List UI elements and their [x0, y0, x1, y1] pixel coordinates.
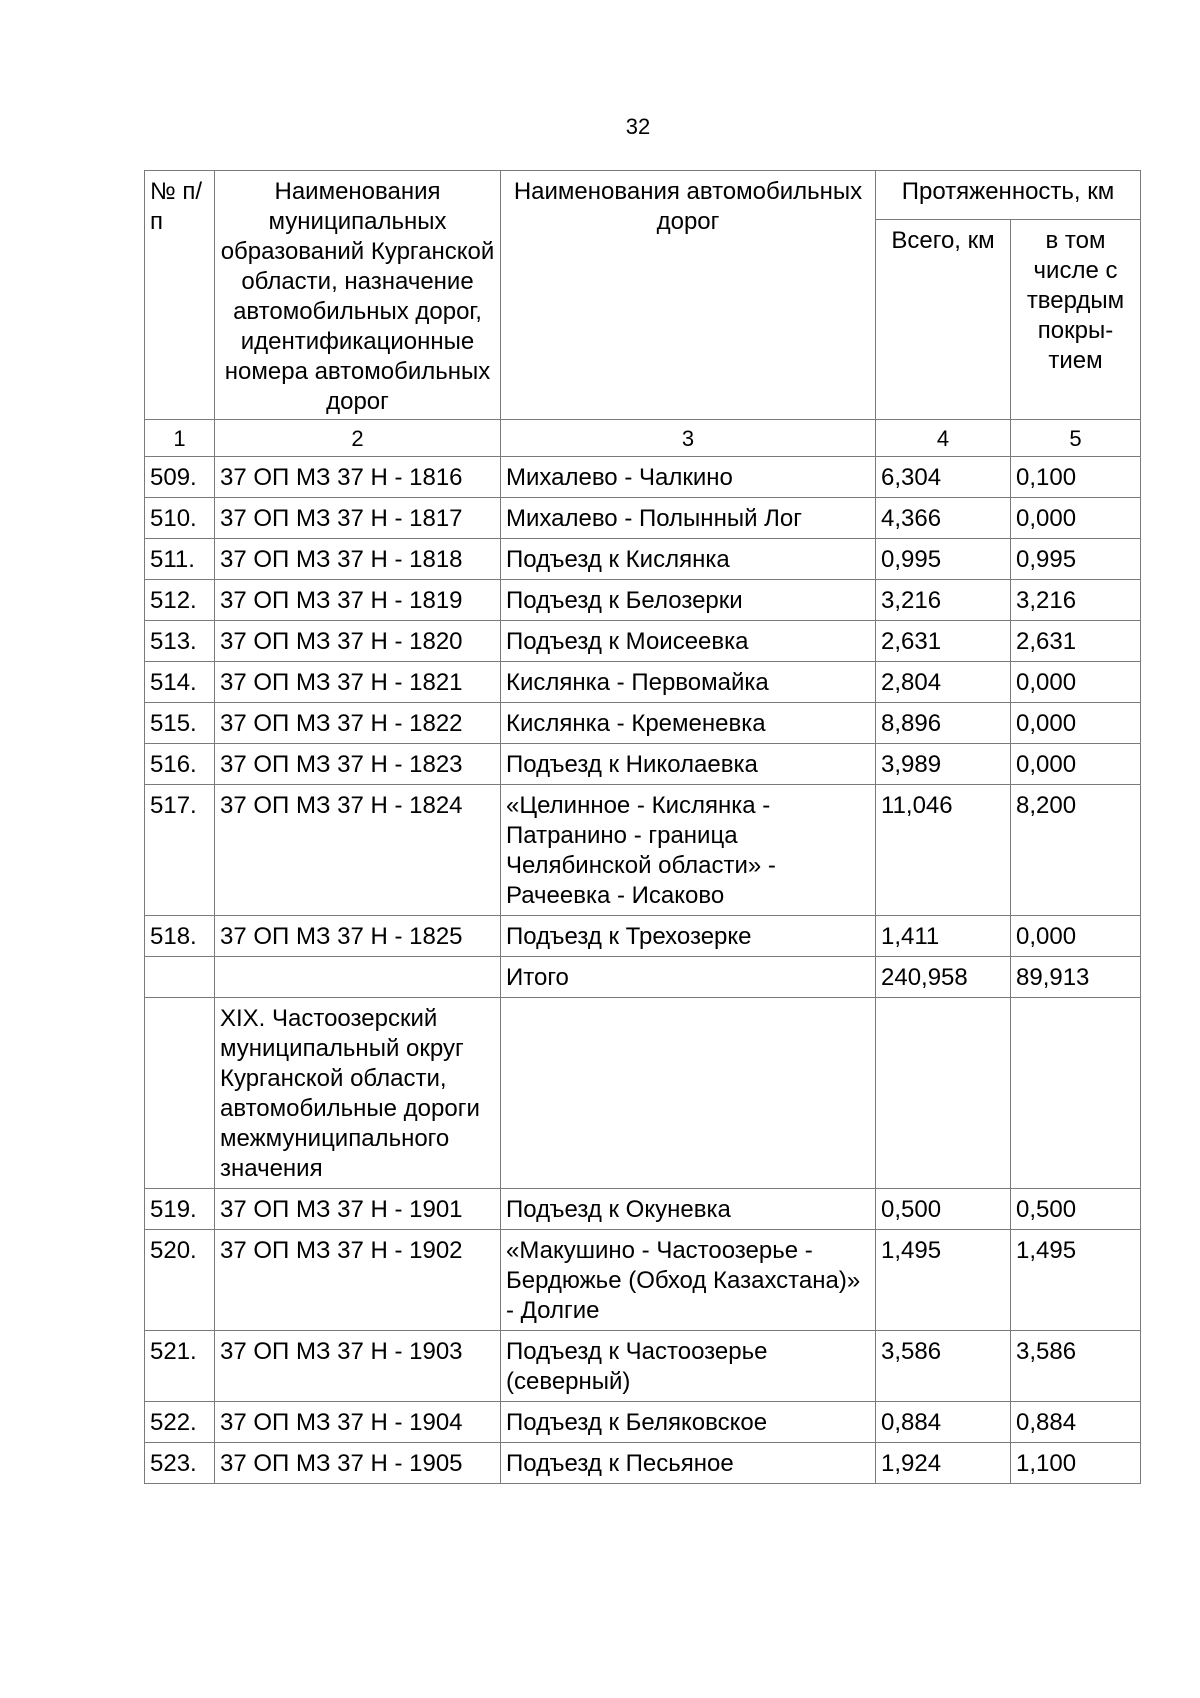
length-total: 3,586	[876, 1331, 1011, 1402]
road-identifier: 37 ОП МЗ 37 Н - 1822	[215, 703, 501, 744]
row-number: 519.	[145, 1189, 215, 1230]
length-total: 240,958	[876, 957, 1011, 998]
column-index: 5	[1011, 420, 1141, 457]
table-row	[145, 703, 1141, 744]
table-row	[145, 1402, 1141, 1443]
table-row	[145, 539, 1141, 580]
road-identifier: 37 ОП МЗ 37 Н - 1823	[215, 744, 501, 785]
length-paved: 8,200	[1011, 785, 1141, 916]
roads-table	[144, 170, 1141, 1484]
length-paved: 3,216	[1011, 580, 1141, 621]
road-identifier: 37 ОП МЗ 37 Н - 1903	[215, 1331, 501, 1402]
length-paved: 0,000	[1011, 744, 1141, 785]
length-total: 0,884	[876, 1402, 1011, 1443]
length-total: 0,500	[876, 1189, 1011, 1230]
table-body	[145, 457, 1141, 1484]
table-row	[145, 998, 1141, 1189]
column-index: 4	[876, 420, 1011, 457]
road-name: Подъезд к Песьяное	[501, 1443, 876, 1484]
length-paved: 0,000	[1011, 703, 1141, 744]
header-road: Наименования автомобильных дорог	[501, 171, 876, 420]
road-name: Подъезд к Кислянка	[501, 539, 876, 580]
road-name: Кислянка - Первомайка	[501, 662, 876, 703]
length-total: 4,366	[876, 498, 1011, 539]
length-paved: 0,000	[1011, 662, 1141, 703]
road-name: Подъезд к Беляковское	[501, 1402, 876, 1443]
road-name: Михалево - Чалкино	[501, 457, 876, 498]
road-name	[501, 998, 876, 1189]
column-index: 2	[215, 420, 501, 457]
road-identifier: 37 ОП МЗ 37 Н - 1901	[215, 1189, 501, 1230]
header-length: Протяженность, км	[876, 171, 1141, 220]
table-row	[145, 580, 1141, 621]
row-number: 509.	[145, 457, 215, 498]
length-total: 0,995	[876, 539, 1011, 580]
row-number: 522.	[145, 1402, 215, 1443]
road-identifier: 37 ОП МЗ 37 Н - 1902	[215, 1230, 501, 1331]
header-municipal: Наименования муниципальных образований Курганской области, назначение автомобильных дорог, идентификационные номера автомобильных дорог	[215, 171, 501, 420]
road-name: Подъезд к Частоозерье (северный)	[501, 1331, 876, 1402]
table-row	[145, 662, 1141, 703]
length-total	[876, 998, 1011, 1189]
road-name: «Макушино - Частоозерье - Бердюжье (Обход Казахстана)» - Долгие	[501, 1230, 876, 1331]
row-number: 517.	[145, 785, 215, 916]
road-identifier: XIX. Частоозерский муниципальный округ Курганской области, автомобильные дороги межмуниципального значения	[215, 998, 501, 1189]
road-identifier: 37 ОП МЗ 37 Н - 1818	[215, 539, 501, 580]
length-paved: 0,100	[1011, 457, 1141, 498]
header-total: Всего, км	[876, 220, 1011, 420]
road-identifier: 37 ОП МЗ 37 Н - 1824	[215, 785, 501, 916]
length-total: 1,411	[876, 916, 1011, 957]
header-paved: в том числе с твердым покры-тием	[1011, 220, 1141, 420]
table-row	[145, 457, 1141, 498]
table-row	[145, 744, 1141, 785]
road-name: Подъезд к Моисеевка	[501, 621, 876, 662]
length-total: 3,216	[876, 580, 1011, 621]
header-row	[145, 171, 1141, 220]
road-identifier: 37 ОП МЗ 37 Н - 1817	[215, 498, 501, 539]
row-number	[145, 957, 215, 998]
table-row	[145, 498, 1141, 539]
road-name: Подъезд к Николаевка	[501, 744, 876, 785]
length-total: 1,495	[876, 1230, 1011, 1331]
road-name: Подъезд к Окуневка	[501, 1189, 876, 1230]
header-num: № п/п	[145, 171, 215, 420]
table-row	[145, 916, 1141, 957]
row-number: 510.	[145, 498, 215, 539]
road-identifier: 37 ОП МЗ 37 Н - 1820	[215, 621, 501, 662]
table-row	[145, 1230, 1141, 1331]
length-paved: 1,100	[1011, 1443, 1141, 1484]
road-name: «Целинное - Кислянка - Патранино - граница Челябинской области» - Рачеевка - Исаково	[501, 785, 876, 916]
road-name: Кислянка - Кременевка	[501, 703, 876, 744]
road-name: Подъезд к Трехозерке	[501, 916, 876, 957]
row-number: 523.	[145, 1443, 215, 1484]
row-number: 521.	[145, 1331, 215, 1402]
table-row	[145, 1331, 1141, 1402]
length-paved: 0,000	[1011, 916, 1141, 957]
road-identifier: 37 ОП МЗ 37 Н - 1821	[215, 662, 501, 703]
row-number: 518.	[145, 916, 215, 957]
road-name: Михалево - Полынный Лог	[501, 498, 876, 539]
row-number: 512.	[145, 580, 215, 621]
length-paved: 89,913	[1011, 957, 1141, 998]
row-number: 514.	[145, 662, 215, 703]
table-row	[145, 621, 1141, 662]
table-row	[145, 1443, 1141, 1484]
row-number	[145, 998, 215, 1189]
row-number: 516.	[145, 744, 215, 785]
table-row	[145, 785, 1141, 916]
page-number: 32	[625, 114, 651, 139]
road-identifier	[215, 957, 501, 998]
length-paved: 0,000	[1011, 498, 1141, 539]
length-total: 2,631	[876, 621, 1011, 662]
length-paved: 3,586	[1011, 1331, 1141, 1402]
road-identifier: 37 ОП МЗ 37 Н - 1904	[215, 1402, 501, 1443]
road-identifier: 37 ОП МЗ 37 Н - 1905	[215, 1443, 501, 1484]
road-identifier: 37 ОП МЗ 37 Н - 1816	[215, 457, 501, 498]
length-paved: 0,500	[1011, 1189, 1141, 1230]
length-paved	[1011, 998, 1141, 1189]
road-name: Итого	[501, 957, 876, 998]
road-identifier: 37 ОП МЗ 37 Н - 1825	[215, 916, 501, 957]
row-number: 513.	[145, 621, 215, 662]
column-index: 3	[501, 420, 876, 457]
length-total: 2,804	[876, 662, 1011, 703]
length-total: 11,046	[876, 785, 1011, 916]
length-total: 3,989	[876, 744, 1011, 785]
length-paved: 0,884	[1011, 1402, 1141, 1443]
table-row	[145, 957, 1141, 998]
length-paved: 1,495	[1011, 1230, 1141, 1331]
length-paved: 0,995	[1011, 539, 1141, 580]
length-total: 1,924	[876, 1443, 1011, 1484]
road-identifier: 37 ОП МЗ 37 Н - 1819	[215, 580, 501, 621]
length-paved: 2,631	[1011, 621, 1141, 662]
length-total: 6,304	[876, 457, 1011, 498]
row-number: 511.	[145, 539, 215, 580]
table-row	[145, 1189, 1141, 1230]
length-total: 8,896	[876, 703, 1011, 744]
column-index-row	[145, 420, 1141, 457]
row-number: 520.	[145, 1230, 215, 1331]
row-number: 515.	[145, 703, 215, 744]
column-index: 1	[145, 420, 215, 457]
road-name: Подъезд к Белозерки	[501, 580, 876, 621]
